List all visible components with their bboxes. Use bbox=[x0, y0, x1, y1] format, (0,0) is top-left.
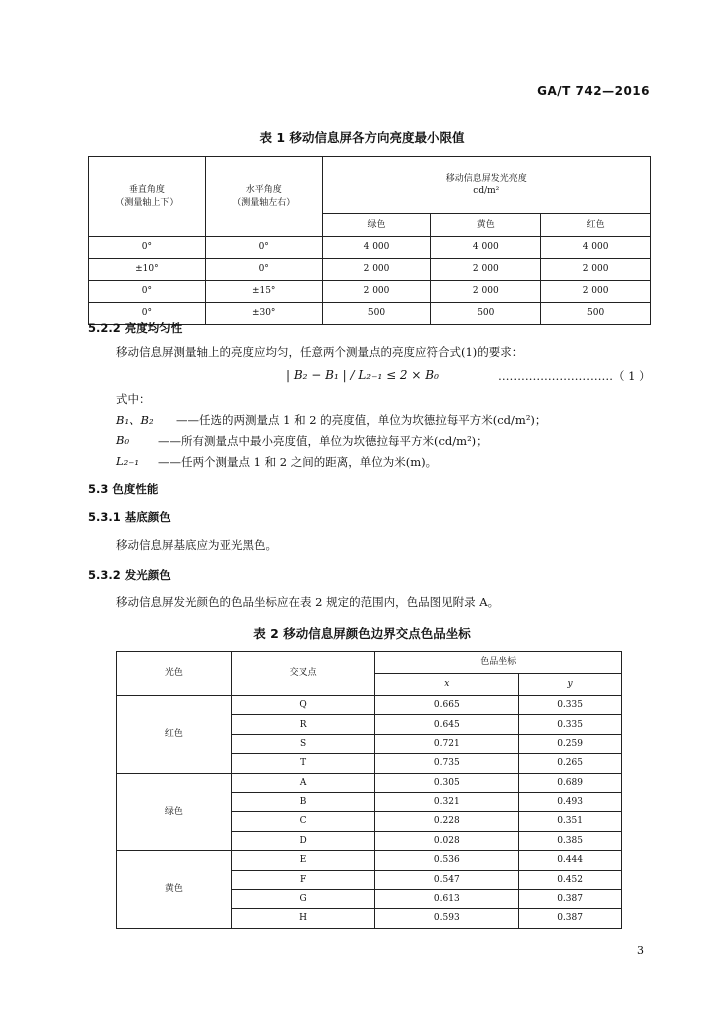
table-cell: D bbox=[231, 831, 375, 850]
table1-header-vertical bbox=[89, 157, 206, 237]
table-row bbox=[89, 281, 651, 303]
table-cell: 0.452 bbox=[519, 870, 622, 889]
def-symbol-b0: B₀ bbox=[116, 433, 130, 447]
table-row bbox=[89, 237, 651, 259]
table-cell: 0.665 bbox=[375, 696, 519, 715]
table-cell: 0.351 bbox=[519, 812, 622, 831]
table-cell: 0.259 bbox=[519, 734, 622, 753]
table-cell: 0.613 bbox=[375, 889, 519, 908]
section-5-3-heading: 5.3 色度性能 bbox=[88, 482, 159, 496]
table2-header-chromaticity: 色品坐标 bbox=[375, 652, 622, 674]
table2-subheader-y: y bbox=[519, 674, 622, 696]
def-symbol-b1-b2: B₁、B₂ bbox=[116, 413, 154, 427]
table1 bbox=[88, 156, 651, 325]
table-cell: 0° bbox=[89, 281, 206, 303]
table2-header-color: 光色 bbox=[117, 652, 232, 696]
table-cell: 500 bbox=[431, 303, 541, 325]
table2-subheader-x: x bbox=[375, 674, 519, 696]
document-code: GA/T 742—2016 bbox=[537, 84, 650, 98]
table-cell: 0.387 bbox=[519, 909, 622, 928]
table-cell: B bbox=[231, 792, 375, 811]
table-cell: 0.493 bbox=[519, 792, 622, 811]
table-cell: 0.305 bbox=[375, 773, 519, 792]
def-text-b1-b2: ——任选的两测量点 1 和 2 的亮度值，单位为坎德拉每平方米(cd/m²)； bbox=[176, 413, 547, 427]
table1-header-horizontal-line1: 水平角度 bbox=[245, 185, 282, 196]
table-cell: 0.387 bbox=[519, 889, 622, 908]
table-cell: 2 000 bbox=[322, 259, 431, 281]
table-cell: 0.689 bbox=[519, 773, 622, 792]
table2-group-red: 红色 bbox=[117, 696, 232, 774]
section-5-3-2-heading: 5.3.2 发光颜色 bbox=[88, 568, 171, 582]
table-cell: H bbox=[231, 909, 375, 928]
table-cell: 0.028 bbox=[375, 831, 519, 850]
table-row bbox=[117, 851, 622, 870]
table1-subheader: 绿色 bbox=[322, 214, 431, 237]
formula-1: | B₂ − B₁ | / L₂₋₁ ≤ 2 × B₀ bbox=[286, 368, 439, 382]
table-cell: 0.265 bbox=[519, 754, 622, 773]
section-5-2-2-paragraph: 移动信息屏测量轴上的亮度应均匀，任意两个测量点的亮度应符合式(1)的要求： bbox=[116, 345, 524, 359]
table-cell: 4 000 bbox=[541, 237, 651, 259]
table-cell: 4 000 bbox=[431, 237, 541, 259]
table-cell: 0.385 bbox=[519, 831, 622, 850]
table-cell: ±15° bbox=[205, 281, 322, 303]
table-cell: 4 000 bbox=[322, 237, 431, 259]
table-cell: 2 000 bbox=[541, 281, 651, 303]
section-5-3-1-paragraph: 移动信息屏基底应为亚光黑色。 bbox=[116, 538, 277, 552]
table-cell: G bbox=[231, 889, 375, 908]
table1-subheader: 红色 bbox=[541, 214, 651, 237]
table-cell: 0.593 bbox=[375, 909, 519, 928]
table1-header-vertical-line2: （测量轴上下） bbox=[115, 197, 179, 208]
table-cell: ±30° bbox=[205, 303, 322, 325]
def-text-b0: ——所有测量点中最小亮度值，单位为坎德拉每平方米(cd/m²)； bbox=[158, 434, 488, 448]
table-cell: 0.735 bbox=[375, 754, 519, 773]
table-cell: A bbox=[231, 773, 375, 792]
table1-subheader: 黄色 bbox=[431, 214, 541, 237]
table-cell: 0.645 bbox=[375, 715, 519, 734]
table-cell: S bbox=[231, 734, 375, 753]
table1-header-luminance bbox=[322, 157, 650, 214]
table-row bbox=[117, 773, 622, 792]
table-cell: 0.444 bbox=[519, 851, 622, 870]
table-cell: 2 000 bbox=[431, 281, 541, 303]
table-cell: ±10° bbox=[89, 259, 206, 281]
table2 bbox=[116, 651, 622, 929]
table-cell: F bbox=[231, 870, 375, 889]
table2-header-intersection: 交叉点 bbox=[231, 652, 375, 696]
table1-header-vertical-line1: 垂直角度 bbox=[128, 185, 165, 196]
table-cell: 500 bbox=[322, 303, 431, 325]
table-cell: 0.536 bbox=[375, 851, 519, 870]
table-cell: 2 000 bbox=[322, 281, 431, 303]
def-symbol-l21: L₂₋₁ bbox=[116, 454, 139, 468]
table2-group-green: 绿色 bbox=[117, 773, 232, 851]
table-row bbox=[117, 696, 622, 715]
table-cell: 0° bbox=[205, 259, 322, 281]
table-cell: 0.321 bbox=[375, 792, 519, 811]
table1-header-luminance-line1: 移动信息屏发光亮度 bbox=[445, 173, 527, 184]
table-cell: 2 000 bbox=[541, 259, 651, 281]
table-cell: 0.335 bbox=[519, 715, 622, 734]
section-5-3-1-heading: 5.3.1 基底颜色 bbox=[88, 510, 171, 524]
table1-header-horizontal-line2: （测量轴左右） bbox=[232, 197, 296, 208]
section-5-2-2-heading: 5.2.2 亮度均匀性 bbox=[88, 321, 183, 335]
table-cell: 0° bbox=[205, 237, 322, 259]
table1-caption: 表 1 移动信息屏各方向亮度最小限值 bbox=[259, 130, 465, 145]
table-cell: 2 000 bbox=[431, 259, 541, 281]
table-cell: 0° bbox=[89, 303, 206, 325]
table-row bbox=[89, 259, 651, 281]
table-cell: Q bbox=[231, 696, 375, 715]
section-5-3-2-paragraph: 移动信息屏发光颜色的色品坐标应在表 2 规定的范围内，色品图见附录 A。 bbox=[116, 595, 500, 609]
table-cell: 0.547 bbox=[375, 870, 519, 889]
table-cell: 500 bbox=[541, 303, 651, 325]
def-text-l21: ——任两个测量点 1 和 2 之间的距离，单位为米(m)。 bbox=[158, 455, 438, 469]
table-cell: R bbox=[231, 715, 375, 734]
table-cell: 0.228 bbox=[375, 812, 519, 831]
table1-header-horizontal bbox=[205, 157, 322, 237]
table-cell: 0.335 bbox=[519, 696, 622, 715]
table2-group-yellow: 黄色 bbox=[117, 851, 232, 929]
page-number: 3 bbox=[637, 944, 644, 957]
table-cell: 0.721 bbox=[375, 734, 519, 753]
table-cell: C bbox=[231, 812, 375, 831]
table1-header-luminance-unit: cd/m² bbox=[473, 186, 500, 196]
table-cell: 0° bbox=[89, 237, 206, 259]
where-label: 式中： bbox=[116, 392, 151, 406]
table2-caption: 表 2 移动信息屏颜色边界交点色品坐标 bbox=[253, 626, 471, 641]
table-cell: T bbox=[231, 754, 375, 773]
table-cell: E bbox=[231, 851, 375, 870]
formula-1-number: …………………………（ 1 ） bbox=[498, 369, 651, 383]
